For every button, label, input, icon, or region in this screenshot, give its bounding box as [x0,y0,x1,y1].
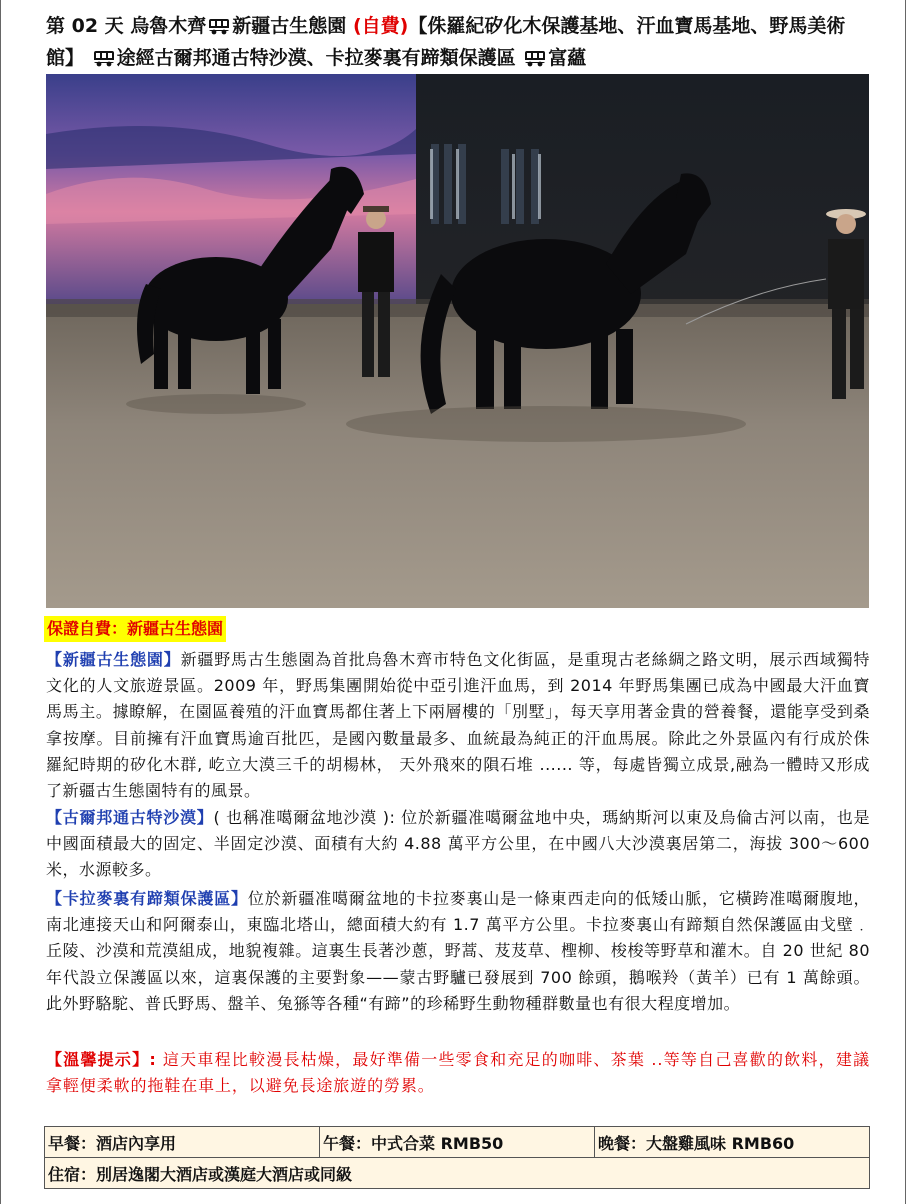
guarantee-label: 保證自費：新疆古生態園 [44,616,226,642]
warning-text: 這天車程比較漫長枯燥，最好準備一些零食和充足的咖啡、茶葉 ..等等自己喜歡的飲料，建議拿輕便柔軟的拖鞋在車上，以避免長途旅遊的勞累。 [46,1050,870,1096]
hotel-row [45,1158,870,1189]
section-text: ( 也稱准噶爾盆地沙漠 ): 位於新疆准噶爾盆地中央，瑪納斯河以東及烏倫古河以南，也是中國面積最大的固定、半固定沙漠、面積有大約 4.88 萬平方公里，在中國八大沙漠裏居第二，海拔 300～600 米，水源較多。 [46,808,870,880]
dinner-cell: 晚餐：大盤雞風味 RMB60 [595,1127,870,1158]
section-text: 新疆野馬古生態園為首批烏魯木齊市特色文化街區，是重現古老絲綢之路文明，展示西域獨特文化的人文旅遊景區。2009 年，野馬集團開始從中亞引進汗血馬，到 2014 年野馬集團已成為中國最大汗血寶馬馬主。據瞭解，在園區養殖的汗血寶馬都住著上下兩層樓的「別墅」，每天享用著金貴的營養餐，還能享受到桑拿按摩。目前擁有汗血寶馬逾百批匹，是國內數量最多、血統最為純正的汗血馬展。除此之外景區內有行成於侏羅紀時期的矽化木群, 屹立大漠三千的胡楊林， 天外飛來的隕石堆 ...... 等，每處皆獨立成景,融為一體時又形成了新疆古生態園特有的風景。 [46,650,870,801]
horses-show-photo [46,74,869,608]
section-heading: 【古爾邦通古特沙漠】 [46,808,214,827]
bus-icon [93,47,115,76]
bus-icon [524,47,546,76]
warning-note [46,1047,870,1099]
section-reserve [46,886,870,1017]
warning-heading: 【溫馨提示】: [46,1050,157,1069]
section-ecopark [46,647,870,804]
title-via: 途經古爾邦通古特沙漠、卡拉麥裏有蹄類保護區 [116,47,516,69]
title-self-pay: (自費) [352,15,409,37]
meals-table [44,1126,870,1189]
meals-row [45,1127,870,1158]
title-day: 第 02 天 烏魯木齊 [46,15,207,37]
section-heading: 【卡拉麥裏有蹄類保護區】 [46,889,248,908]
section-desert [46,805,870,884]
breakfast-cell: 早餐：酒店內享用 [45,1127,320,1158]
lunch-cell: 午餐：中式合菜 RMB50 [320,1127,595,1158]
day-title [46,12,876,76]
section-text: 位於新疆准噶爾盆地的卡拉麥裏山是一條東西走向的低矮山脈，它橫跨准噶爾腹地，南北連接天山和阿爾泰山，東臨北塔山，總面積大約有 1.7 萬平方公里。卡拉麥裏山有蹄類自然保護區由戈壁﹒丘陵、沙漠和荒漠組成，地貌複雜。這裏生長著沙蔥，野蒿、芨芨草、檉柳、梭梭等野草和灌木。自 20 世紀 80 年代設立保護區以來，這裏保護的主要對象——蒙古野驢已發展到 700 餘頭，鵝喉羚（黃羊）已有 1 萬餘頭。此外野駱駝、普氏野馬、盤羊、兔猻等各種“有蹄”的珍稀野生動物種群數量也有很大程度增加。 [46,889,870,1013]
bus-icon [208,15,230,44]
hotel-cell: 住宿：別居逸閣大酒店或漢庭大酒店或同級 [45,1158,870,1189]
title-end: 富蘊 [548,47,587,69]
title-attractions: 【侏羅紀矽化木保護基地、汗血寶馬基地、野馬美術館】 [46,15,846,69]
page-left-border [0,0,1,1204]
title-destination: 新疆古生態園 [232,15,347,37]
section-heading: 【新疆古生態園】 [46,650,181,669]
